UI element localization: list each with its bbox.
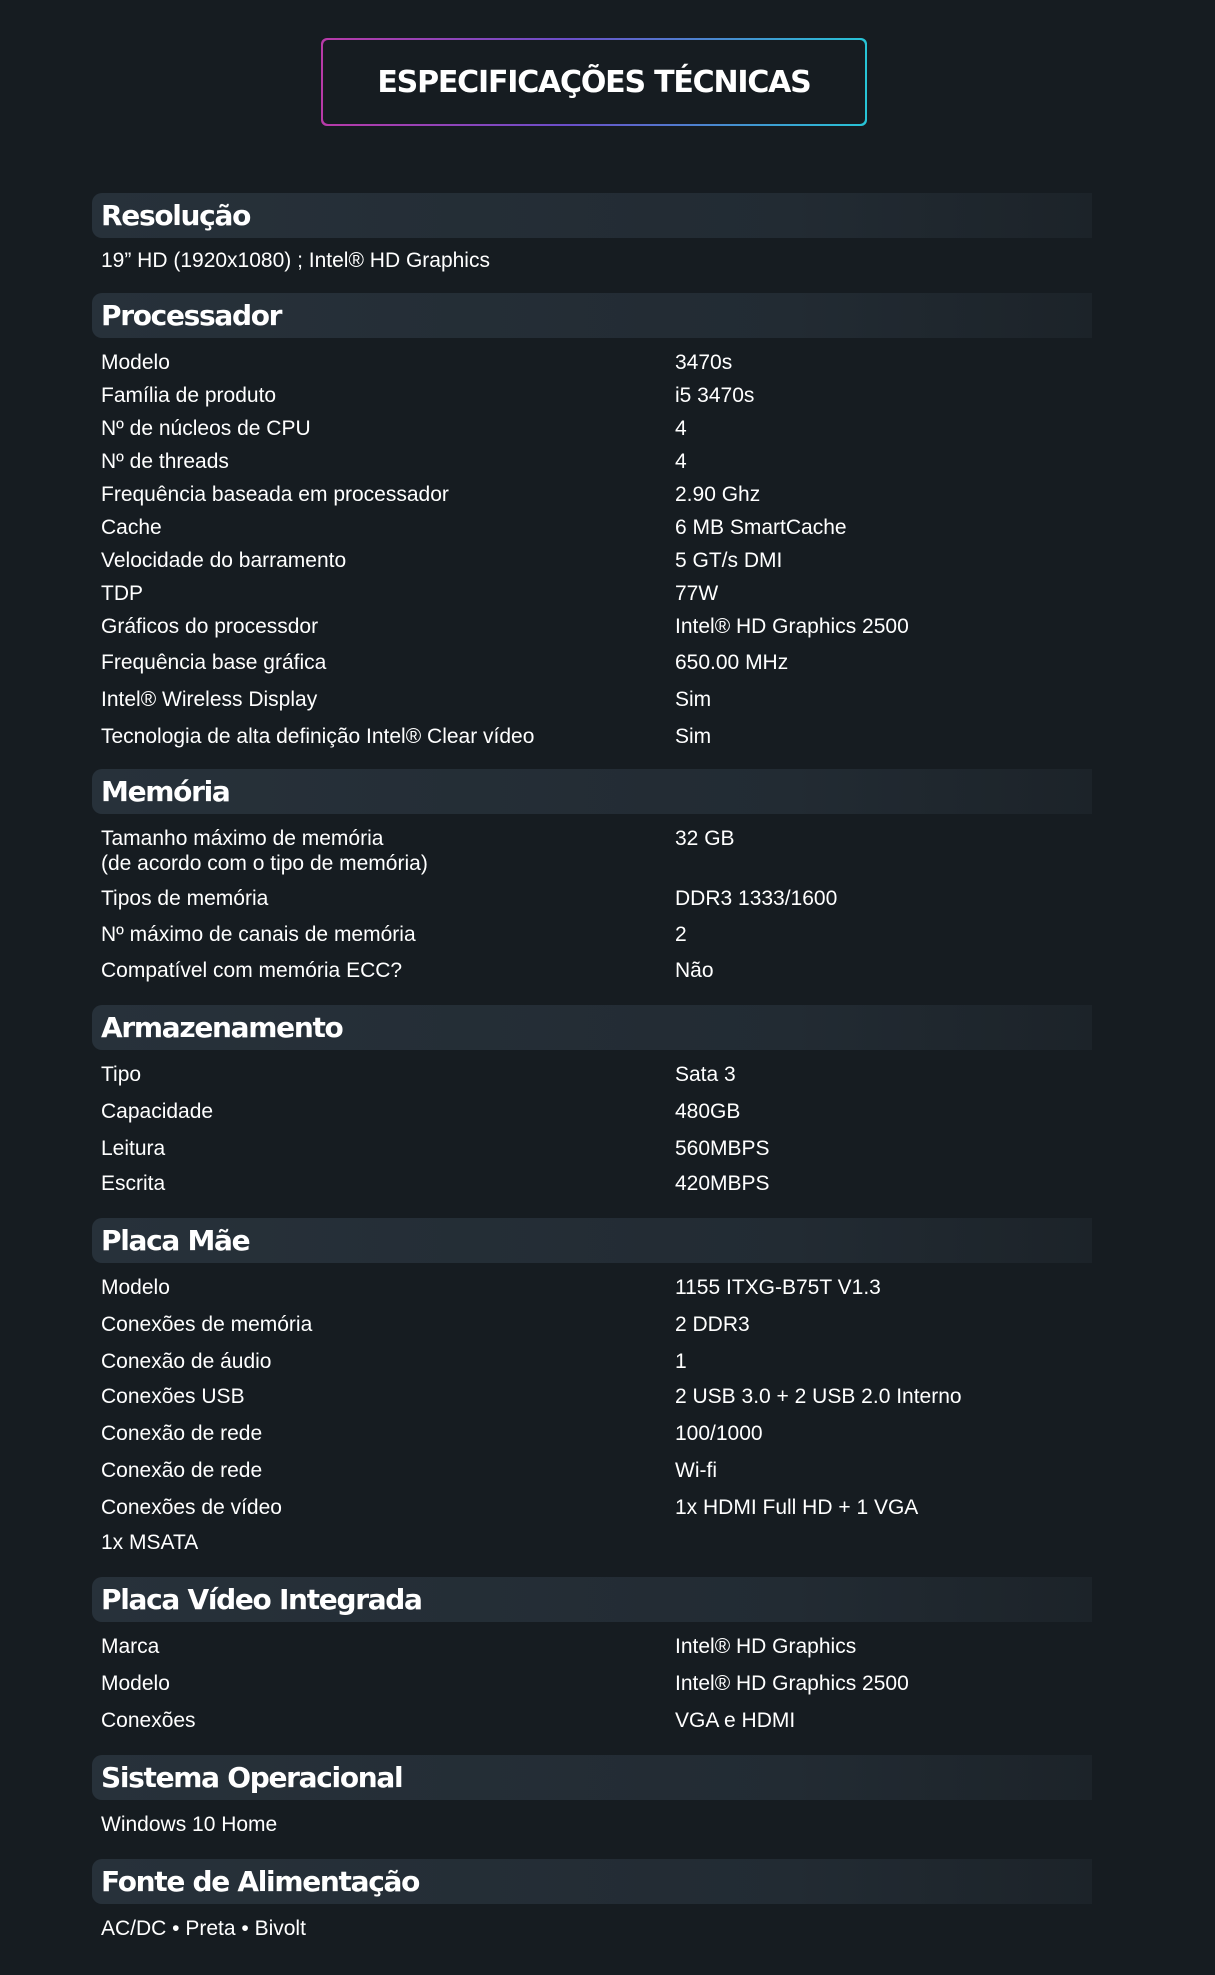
section-armazenamento xyxy=(92,1005,1092,1218)
spec-value: 1155 ITXG-B75T V1.3 xyxy=(675,1276,881,1299)
spec-label: Conexão de áudio xyxy=(101,1350,272,1373)
spec-label: Conexão de rede xyxy=(101,1422,263,1445)
spec-row xyxy=(101,515,1092,540)
spec-value: 2.90 Ghz xyxy=(675,483,761,506)
spec-label: Capacidade xyxy=(101,1100,214,1123)
section-title: Fonte de Alimentação xyxy=(101,1865,420,1898)
section-sistema xyxy=(92,1755,1092,1859)
spec-value: Intel® HD Graphics 2500 xyxy=(675,1672,909,1695)
section-title: Sistema Operacional xyxy=(101,1761,403,1794)
spec-label-line: Tamanho máximo de memória xyxy=(101,827,384,850)
spec-value: 6 MB SmartCache xyxy=(675,516,847,539)
spec-label: Compatível com memória ECC? xyxy=(101,959,403,982)
spec-label: Tipos de memória xyxy=(101,887,269,910)
spec-label: Modelo xyxy=(101,1672,170,1695)
spec-label: Intel® Wireless Display xyxy=(101,688,318,711)
spec-row xyxy=(101,1099,1092,1124)
spec-label: Cache xyxy=(101,516,162,539)
section-fonte xyxy=(92,1859,1092,1961)
section-title: Processador xyxy=(101,299,282,332)
spec-value: 3470s xyxy=(675,351,733,374)
spec-value: 650.00 MHz xyxy=(675,651,789,674)
spec-row xyxy=(101,1530,1092,1555)
spec-row xyxy=(101,1384,1092,1409)
spec-row xyxy=(101,1495,1092,1520)
spec-value: 32 GB xyxy=(675,827,735,850)
spec-value: i5 3470s xyxy=(675,384,755,407)
spec-value: 420MBPS xyxy=(675,1172,770,1195)
spec-label: Gráficos do processdor xyxy=(101,615,319,638)
spec-label: Nº de threads xyxy=(101,450,229,473)
section-header xyxy=(92,1859,1092,1904)
spec-value: Intel® HD Graphics 2500 xyxy=(675,615,909,638)
section-placa-video xyxy=(92,1577,1092,1755)
spec-row xyxy=(101,449,1092,474)
title-box xyxy=(321,38,867,126)
section-header xyxy=(92,1005,1092,1050)
spec-row xyxy=(101,724,1092,749)
spec-label: Tecnologia de alta definição Intel® Clear vídeo xyxy=(101,725,535,748)
spec-label: Frequência baseada em processador xyxy=(101,483,449,506)
spec-value: Sim xyxy=(675,725,712,748)
spec-value: 4 xyxy=(675,450,687,473)
section-title: Placa Mãe xyxy=(101,1224,250,1257)
spec-row xyxy=(101,1312,1092,1337)
spec-row xyxy=(101,687,1092,712)
section-header xyxy=(92,1577,1092,1622)
spec-value: Sata 3 xyxy=(675,1063,736,1086)
spec-label: Conexões de vídeo xyxy=(101,1496,282,1519)
spec-value: DDR3 1333/1600 xyxy=(675,887,838,910)
spec-value: 77W xyxy=(675,582,719,605)
spec-label: Conexões de memória xyxy=(101,1313,313,1336)
spec-value: Sim xyxy=(675,688,712,711)
spec-row xyxy=(101,826,1092,876)
spec-label: Família de produto xyxy=(101,384,277,407)
spec-row xyxy=(101,350,1092,375)
spec-label: Velocidade do barramento xyxy=(101,549,347,572)
spec-value: 100/1000 xyxy=(675,1422,763,1445)
spec-row xyxy=(101,922,1092,947)
spec-value: 560MBPS xyxy=(675,1137,770,1160)
spec-label: Leitura xyxy=(101,1137,166,1160)
spec-label: 1x MSATA xyxy=(101,1531,199,1554)
spec-value: 1 xyxy=(675,1350,687,1373)
spec-row xyxy=(101,1708,1092,1733)
page-title: ESPECIFICAÇÕES TÉCNICAS xyxy=(377,64,811,100)
section-placa-mae xyxy=(92,1218,1092,1577)
spec-label: Modelo xyxy=(101,351,170,374)
spec-row xyxy=(101,1136,1092,1161)
section-processador xyxy=(92,293,1092,769)
section-title: Resolução xyxy=(101,199,251,232)
spec-text: 19” HD (1920x1080) ; Intel® HD Graphics xyxy=(101,249,490,272)
spec-label: Nº máximo de canais de memória xyxy=(101,923,416,946)
spec-row xyxy=(101,614,1092,639)
spec-value: 480GB xyxy=(675,1100,741,1123)
spec-row xyxy=(101,1062,1092,1087)
spec-content xyxy=(92,193,1092,1961)
spec-value: 2 DDR3 xyxy=(675,1313,750,1336)
spec-row xyxy=(101,416,1092,441)
spec-value: 2 USB 3.0 + 2 USB 2.0 Interno xyxy=(675,1385,962,1408)
spec-label: Nº de núcleos de CPU xyxy=(101,417,311,440)
spec-row xyxy=(101,548,1092,573)
spec-row xyxy=(101,482,1092,507)
spec-row xyxy=(101,886,1092,911)
section-header xyxy=(92,769,1092,814)
spec-row xyxy=(101,1458,1092,1483)
spec-value xyxy=(675,1530,1092,1555)
spec-row xyxy=(101,581,1092,606)
spec-row xyxy=(101,383,1092,408)
section-header xyxy=(92,293,1092,338)
spec-row xyxy=(101,1349,1092,1374)
spec-label: Marca xyxy=(101,1635,160,1658)
section-title: Memória xyxy=(101,775,230,808)
spec-row xyxy=(101,958,1092,983)
section-title: Placa Vídeo Integrada xyxy=(101,1583,422,1616)
spec-value: VGA e HDMI xyxy=(675,1709,796,1732)
section-header xyxy=(92,193,1092,238)
spec-row xyxy=(101,650,1092,675)
spec-value: Intel® HD Graphics xyxy=(675,1635,857,1658)
spec-row xyxy=(101,1421,1092,1446)
spec-label: Conexões xyxy=(101,1709,196,1732)
spec-text: AC/DC • Preta • Bivolt xyxy=(101,1917,306,1940)
spec-row xyxy=(101,1275,1092,1300)
spec-label: Conexões USB xyxy=(101,1385,245,1408)
spec-label: Frequência base gráfica xyxy=(101,651,327,674)
spec-text: Windows 10 Home xyxy=(101,1813,278,1836)
spec-value: 2 xyxy=(675,923,687,946)
spec-value: 5 GT/s DMI xyxy=(675,549,783,572)
section-memoria xyxy=(92,769,1092,1005)
spec-label: TDP xyxy=(101,582,143,605)
section-title: Armazenamento xyxy=(101,1011,343,1044)
spec-label-line: (de acordo com o tipo de memória) xyxy=(101,852,428,875)
spec-label: Escrita xyxy=(101,1172,166,1195)
spec-value: 4 xyxy=(675,417,687,440)
spec-label: Conexão de rede xyxy=(101,1459,263,1482)
section-resolucao xyxy=(92,193,1092,293)
section-header xyxy=(92,1218,1092,1263)
spec-row xyxy=(101,1634,1092,1659)
spec-label: Modelo xyxy=(101,1276,170,1299)
spec-label xyxy=(101,826,675,876)
title-inner xyxy=(323,40,865,124)
spec-value: Wi-fi xyxy=(675,1459,717,1482)
spec-row xyxy=(101,1671,1092,1696)
section-header xyxy=(92,1755,1092,1800)
spec-label: Tipo xyxy=(101,1063,142,1086)
spec-value: 1x HDMI Full HD + 1 VGA xyxy=(675,1496,919,1519)
spec-value: Não xyxy=(675,959,714,982)
spec-row xyxy=(101,1171,1092,1196)
